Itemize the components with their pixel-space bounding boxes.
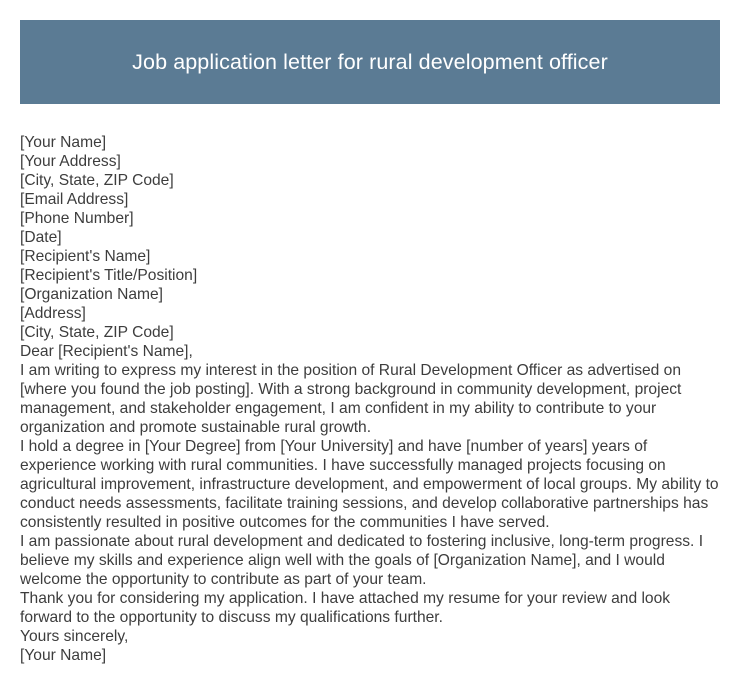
paragraph-thanks: Thank you for considering my application. I have attached my resume for your review and look forward to the opportunity to discuss my qualifications further. xyxy=(20,590,671,626)
paragraph-intro: I am writing to express my interest in the position of Rural Development Officer as advertised on [where you found the job posting]. With a strong background in community development, project management, and stakeholder engagement, I am confident in my ability to contribute to your organization and promote sustainable rural growth. xyxy=(20,362,682,436)
recipient-title: [Recipient's Title/Position] xyxy=(20,267,198,284)
signature-name: [Your Name] xyxy=(20,647,107,664)
paragraph-motivation: I am passionate about rural development and dedicated to fostering inclusive, long-term progress. I believe my skills and experience align well with the goals of [Organization Name], and I would welcome the opportunity to contribute as part of your team. xyxy=(20,533,704,588)
sender-address: [Your Address] xyxy=(20,153,121,170)
recipient-name: [Recipient's Name] xyxy=(20,248,151,265)
closing: Yours sincerely, xyxy=(20,628,129,645)
sender-city: [City, State, ZIP Code] xyxy=(20,172,174,189)
sender-name: [Your Name] xyxy=(20,134,107,151)
paragraph-experience: I hold a degree in [Your Degree] from [Your University] and have [number of years] years of experience working with rural communities. I have successfully managed projects focusing on agricultural improvement, infrastructure development, and empowerment of local groups. My ability to conduct needs assessments, facilitate training sessions, and develop collaborative partnerships has consistently resulted in positive outcomes for the communities I have served. xyxy=(20,438,719,531)
salutation: Dear [Recipient's Name], xyxy=(20,343,193,360)
title-banner xyxy=(20,20,720,104)
letter-date: [Date] xyxy=(20,229,62,246)
organization-name: [Organization Name] xyxy=(20,286,164,303)
organization-address: [Address] xyxy=(20,305,86,322)
sender-phone: [Phone Number] xyxy=(20,210,134,227)
letter-body xyxy=(20,133,722,665)
organization-city: [City, State, ZIP Code] xyxy=(20,324,174,341)
page-title: Job application letter for rural development officer xyxy=(132,49,608,74)
sender-email: [Email Address] xyxy=(20,191,129,208)
